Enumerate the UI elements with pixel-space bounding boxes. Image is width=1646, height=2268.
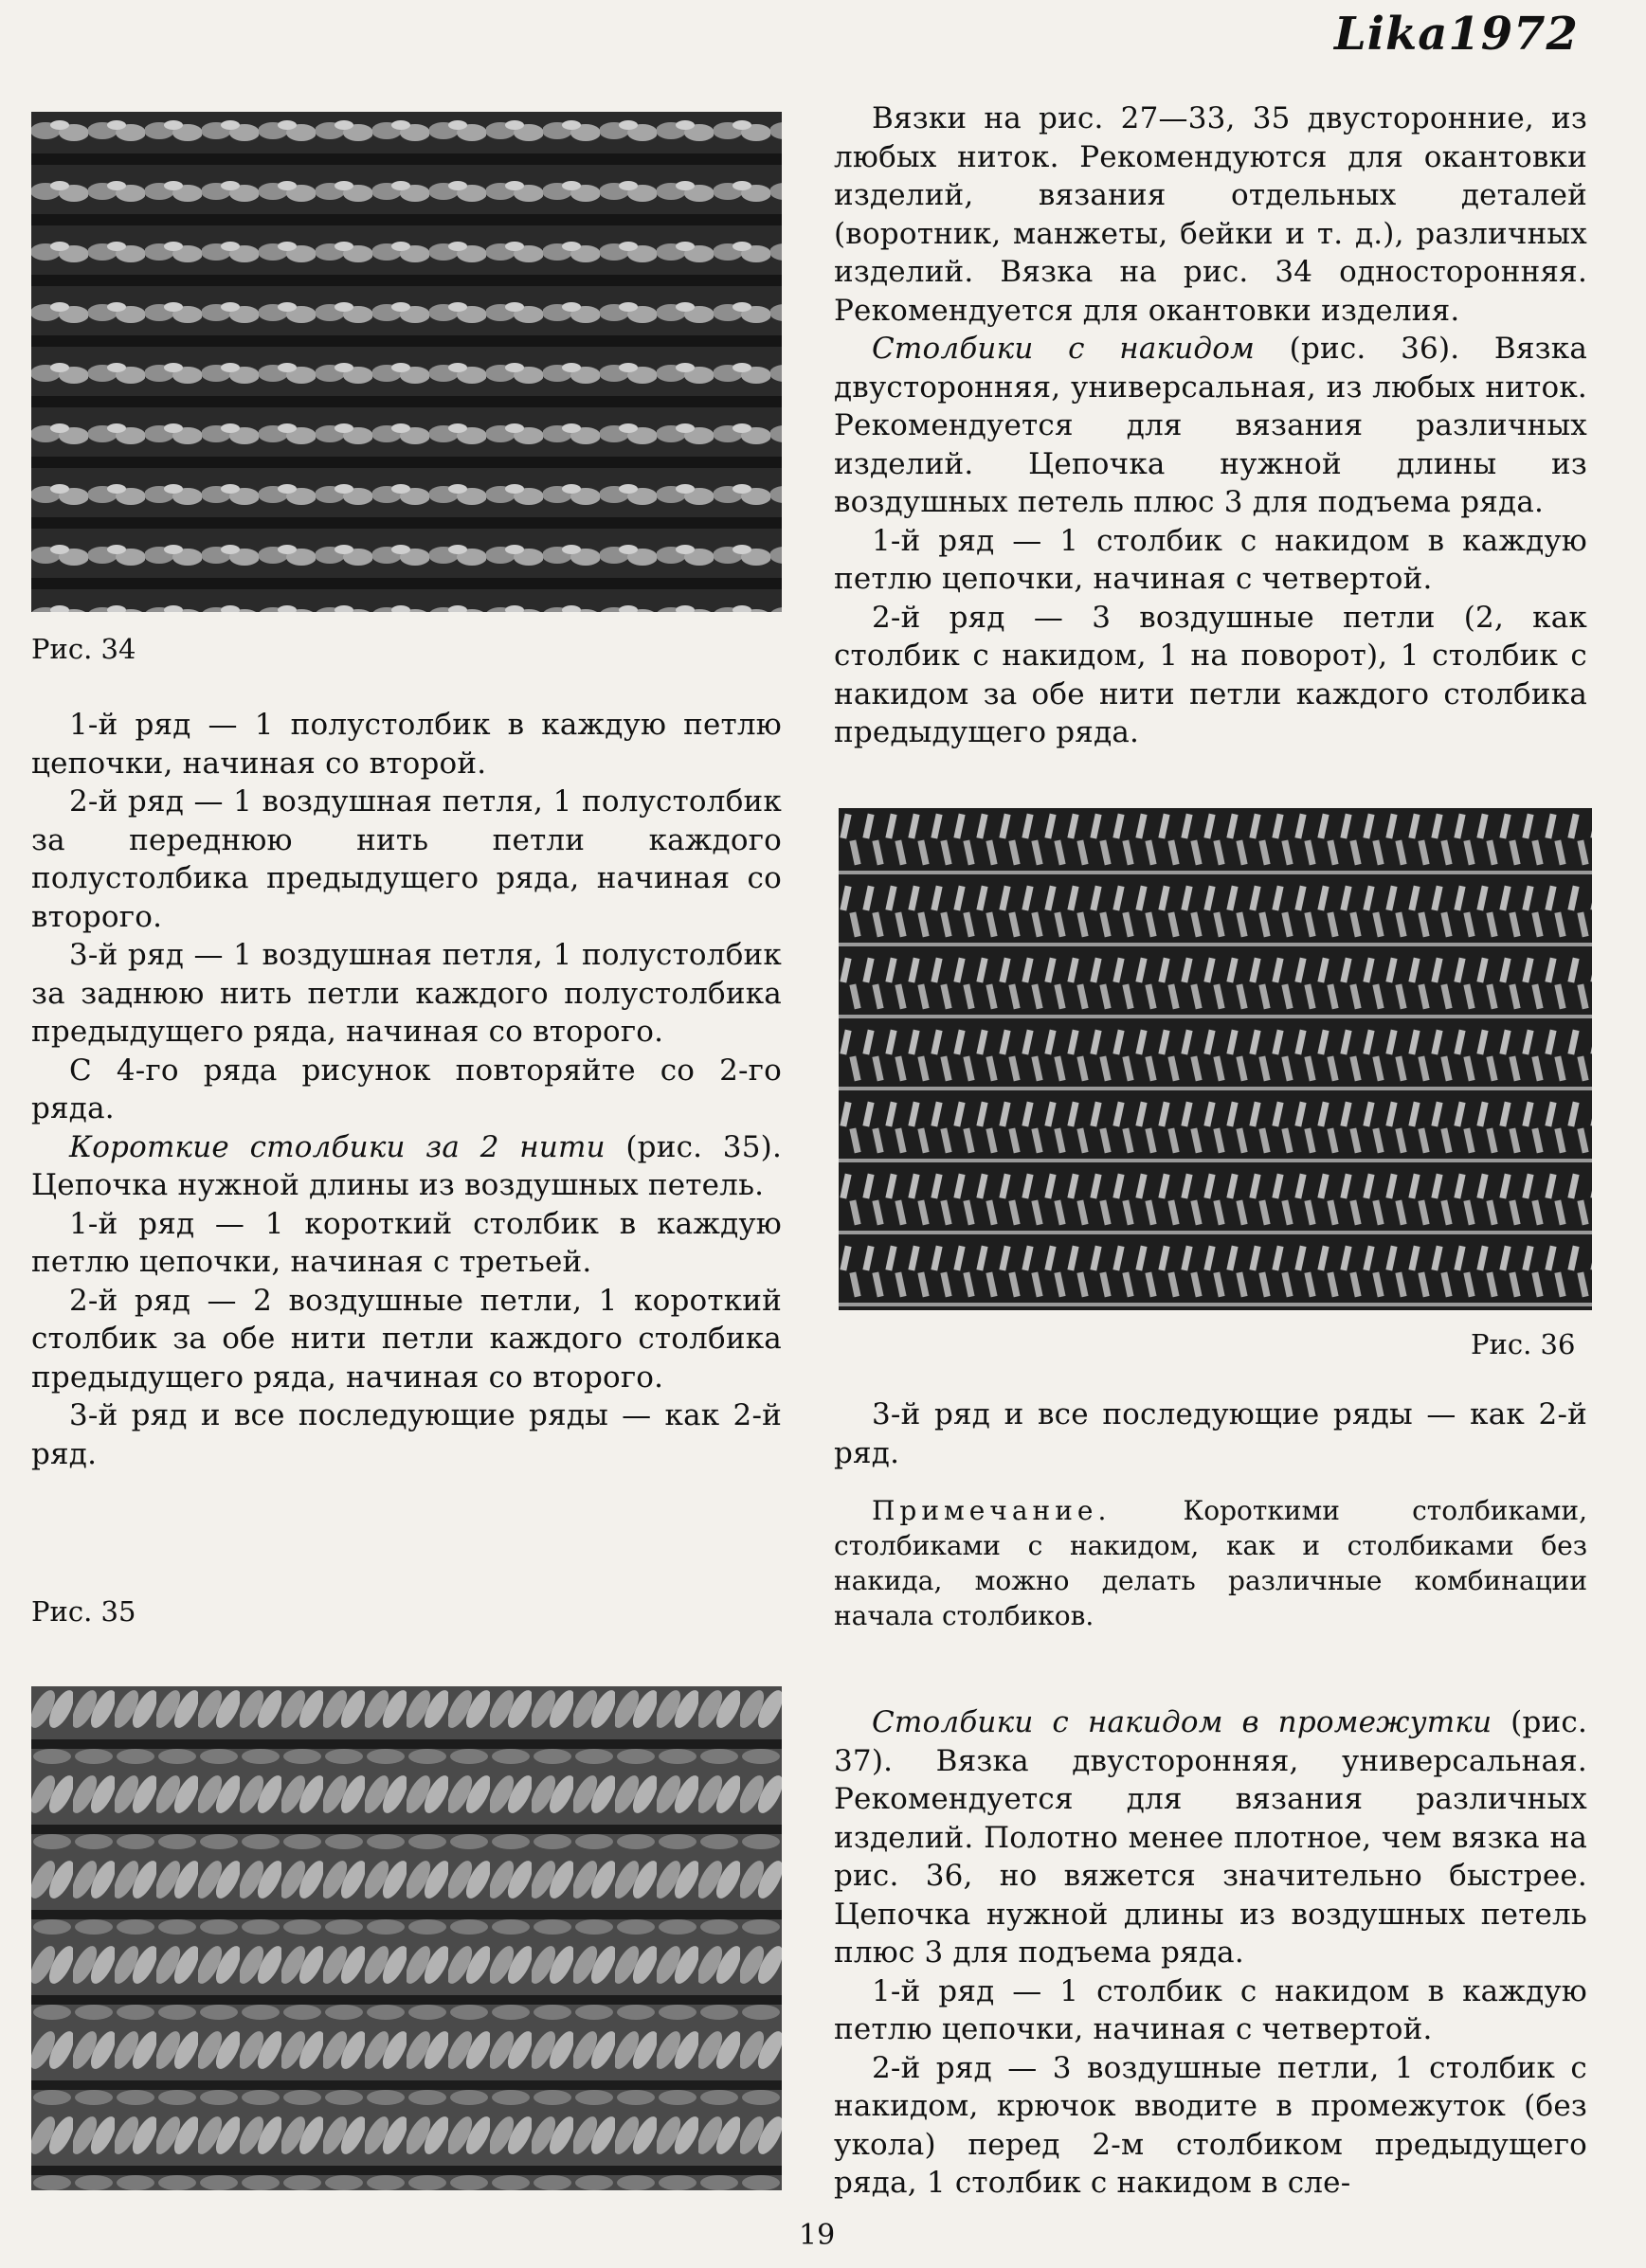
figure-36-caption: Рис. 36: [1471, 1328, 1576, 1360]
left-paragraph-5-text: (рис. 35). Цепочка нужной длины из воздушных петель.: [31, 1129, 782, 1202]
left-paragraph-5: [31, 1128, 782, 1205]
stitch-title-short-2-loops: Короткие столбики за 2 нити: [69, 1129, 606, 1164]
right-paragraph-1: Вязки на рис. 27—33, 35 двусторонние, из любых ниток. Рекомендуются для окантовки изделий, вязания отдельных деталей (воротник, манжеты, бейки и т. д.), различных изделий. Вязка на рис. 34 односторонняя. Рекомендуется для окантовки изделия.: [834, 101, 1587, 328]
right-paragraph-6-text: (рис. 37). Вязка двусторонняя, универсальная. Рекомендуется для вязания различных изделий. Полотно менее плотное, чем вязка на рис. 36, но вяжется значительно быстрее. Цепочка нужной длины из воздушных петель плюс 3 для подъема ряда.: [834, 1705, 1587, 1970]
stitch-title-double-crochet: Столбики с накидом: [872, 332, 1256, 366]
right-paragraph-2: [834, 330, 1587, 522]
right-paragraph-2-text: (рис. 36). Вязка двусторонняя, универсальная, из любых ниток. Рекомендуется для вязания различных изделий. Цепочка нужной длины из воздушных петель плюс 3 для подъема ряда.: [834, 332, 1587, 519]
left-paragraph-2: 2-й ряд — 1 воздушная петля, 1 полустолбик за переднюю нить петли каждого полустолбика предыдущего ряда, начиная со второго.: [31, 784, 782, 934]
right-paragraph-7: 1-й ряд — 1 столбик с накидом в каждую петлю цепочки, начиная с четвертой.: [834, 1973, 1587, 2046]
left-paragraph-4: С 4-го ряда рисунок повторяйте со 2-го ряда.: [31, 1053, 782, 1125]
figure-34-photo: [31, 112, 782, 612]
right-paragraph-4: 2-й ряд — 3 воздушные петли (2, как столбик с накидом, 1 на поворот), 1 столбик с накидом за обе нити петли каждого столбика предыдущего ряда.: [834, 600, 1587, 749]
left-paragraph-3: 3-й ряд — 1 воздушная петля, 1 полустолбик за заднюю нить петли каждого полустолбика предыдущего ряда, начиная со второго.: [31, 938, 782, 1049]
note-label: Примечание.: [872, 1495, 1112, 1526]
watermark: Lika1972: [1334, 8, 1579, 61]
right-paragraph-6: [834, 1703, 1587, 1972]
right-column-text-middle: [834, 1395, 1587, 1633]
page-number: 19: [799, 2219, 836, 2252]
figure-35-photo: [31, 1686, 782, 2190]
right-paragraph-5: 3-й ряд и все последующие ряды — как 2-й ряд.: [834, 1397, 1587, 1470]
stitch-title-double-crochet-gaps: Столбики с накидом в промежутки: [872, 1705, 1492, 1739]
right-column-text-top: [834, 99, 1587, 752]
left-paragraph-6: 1-й ряд — 1 короткий столбик в каждую петлю цепочки, начиная с третьей.: [31, 1206, 782, 1279]
figure-34-caption: Рис. 34: [31, 633, 136, 665]
note-text: Короткими столбиками, столбиками с накидом, как и столбиками без накида, можно делать различные комбинации начала столбиков.: [834, 1495, 1587, 1631]
left-paragraph-8: 3-й ряд и все последующие ряды — как 2-й ряд.: [31, 1398, 782, 1471]
left-paragraph-1: 1-й ряд — 1 полустолбик в каждую петлю цепочки, начиная со второй.: [31, 708, 782, 781]
left-column-text: [31, 706, 782, 1473]
figure-35-caption: Рис. 35: [31, 1595, 136, 1628]
left-paragraph-7: 2-й ряд — 2 воздушные петли, 1 короткий столбик за обе нити петли каждого столбика предыдущего ряда, начиная со второго.: [31, 1283, 782, 1395]
figure-36-photo: [839, 808, 1592, 1310]
right-paragraph-8: 2-й ряд — 3 воздушные петли, 1 столбик с накидом, крючок вводите в промежуток (без укола) перед 2-м столбиком предыдущего ряда, 1 столбик с накидом в сле-: [834, 2050, 1587, 2200]
right-paragraph-3: 1-й ряд — 1 столбик с накидом в каждую петлю цепочки, начиная с четвертой.: [834, 523, 1587, 596]
right-column-text-bottom: [834, 1703, 1587, 2203]
note-paragraph: [834, 1493, 1587, 1633]
